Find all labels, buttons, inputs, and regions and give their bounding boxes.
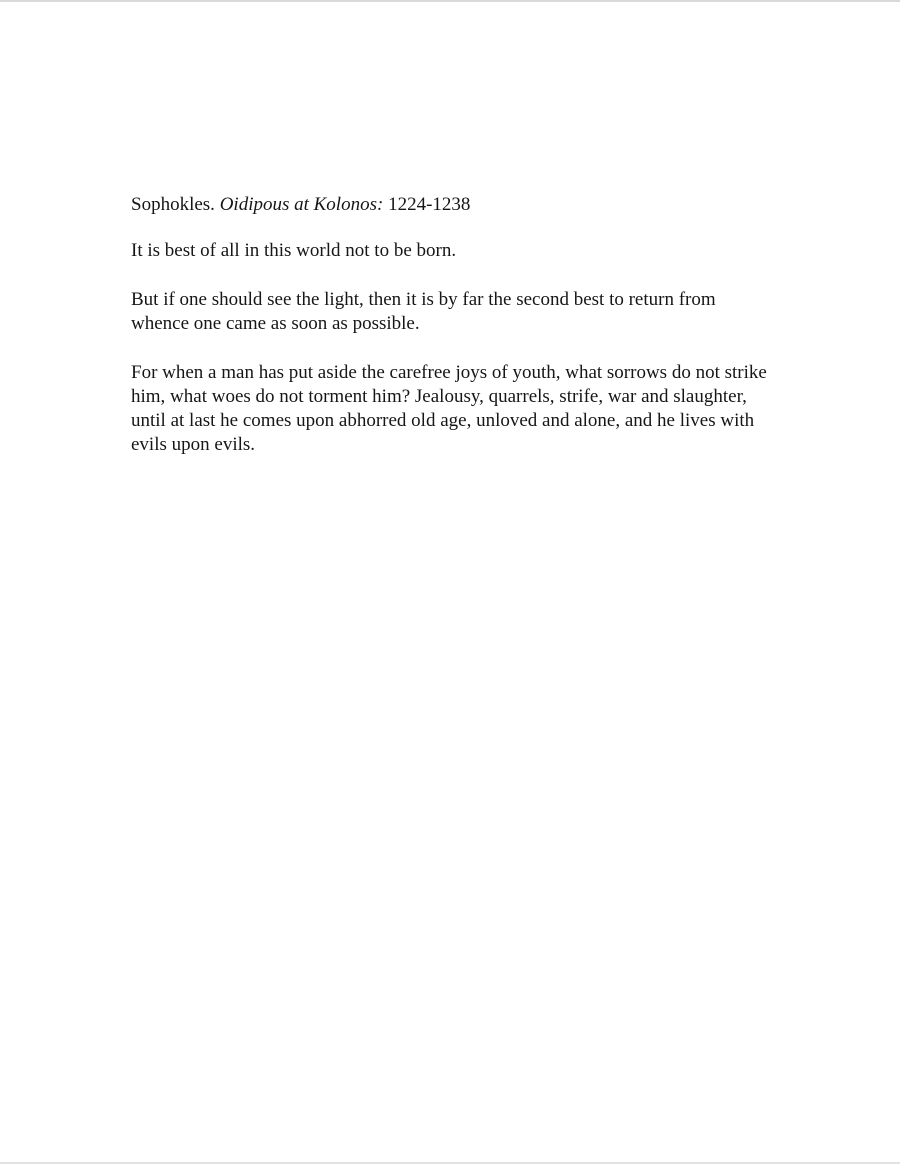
paragraph-2: But if one should see the light, then it is by far the second best to return from whence one came as soon as possible. [131, 289, 716, 334]
line-numbers: 1224-1238 [388, 194, 471, 215]
author-name: Sophokles. [131, 194, 215, 215]
paragraph-1: It is best of all in this world not to be born. [131, 240, 457, 261]
paragraph-3: For when a man has put aside the carefree joys of youth, what sorrows do not strike him, what woes do not torment him? Jealousy, quarrels, strife, war and slaughter, until at last he comes upon abhorred old age, unloved and alone, and he lives with evils upon evils. [131, 362, 767, 455]
work-title: Oidipous at Kolonos: [219, 194, 384, 215]
scan-top-edge [0, 0, 900, 2]
quotation-text-block [131, 193, 771, 457]
citation-heading [131, 193, 771, 217]
